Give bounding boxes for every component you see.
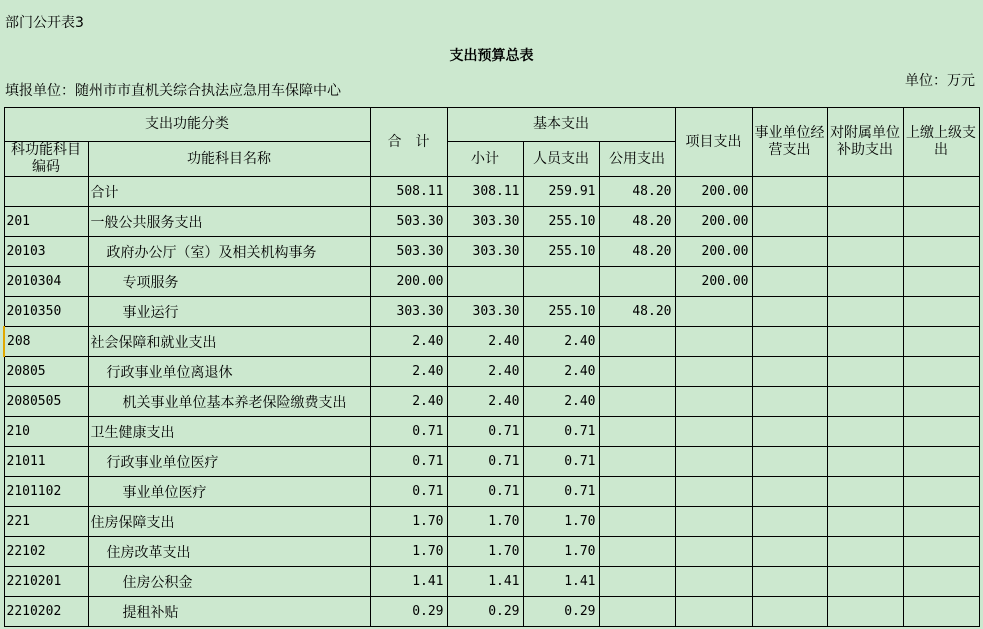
header-code[interactable]: 科功能科目编码 (4, 142, 88, 177)
cell-total[interactable]: 0.71 (370, 477, 447, 507)
cell-public[interactable] (599, 507, 675, 537)
cell-name[interactable]: 专项服务 (88, 267, 370, 297)
cell-name[interactable]: 住房保障支出 (88, 507, 370, 537)
cell-personnel[interactable]: 255.10 (523, 297, 599, 327)
cell-subtotal[interactable]: 1.41 (447, 567, 523, 597)
cell-subtotal[interactable]: 0.71 (447, 477, 523, 507)
cell-name[interactable]: 提租补贴 (88, 597, 370, 627)
cell-name[interactable]: 卫生健康支出 (88, 417, 370, 447)
table-row (4, 507, 979, 537)
cell-subsidy[interactable] (827, 387, 903, 417)
header-subsidy[interactable]: 对附属单位补助支出 (827, 108, 903, 177)
cell-superior[interactable] (903, 507, 979, 537)
table-row (4, 537, 979, 567)
header-superior[interactable]: 上缴上级支出 (903, 108, 979, 177)
cell-code[interactable]: 2010350 (4, 297, 88, 327)
cell-superior[interactable] (903, 477, 979, 507)
cell-business[interactable] (752, 357, 827, 387)
table-row (4, 597, 979, 627)
cell-business[interactable] (752, 387, 827, 417)
cell-total[interactable]: 1.41 (370, 567, 447, 597)
header-public[interactable]: 公用支出 (599, 142, 675, 177)
cell-superior[interactable] (903, 327, 979, 357)
cell-superior[interactable] (903, 447, 979, 477)
cell-personnel[interactable]: 0.71 (523, 417, 599, 447)
cell-subtotal[interactable] (447, 267, 523, 297)
cell-personnel[interactable]: 1.41 (523, 567, 599, 597)
cell-name[interactable]: 事业运行 (88, 297, 370, 327)
cell-subsidy[interactable] (827, 327, 903, 357)
sheet-label: 部门公开表3 (5, 15, 84, 31)
cell-personnel[interactable]: 2.40 (523, 357, 599, 387)
cell-subtotal[interactable]: 303.30 (447, 297, 523, 327)
cell-total[interactable]: 1.70 (370, 507, 447, 537)
cell-superior[interactable] (903, 357, 979, 387)
cell-subsidy[interactable] (827, 477, 903, 507)
cell-superior[interactable] (903, 297, 979, 327)
cell-subsidy[interactable] (827, 537, 903, 567)
cell-code[interactable]: 21011 (4, 447, 88, 477)
table-row (4, 177, 979, 207)
cell-public[interactable] (599, 327, 675, 357)
cell-subtotal[interactable]: 0.29 (447, 597, 523, 627)
cell-superior[interactable] (903, 417, 979, 447)
cell-business[interactable] (752, 177, 827, 207)
cell-project[interactable] (675, 537, 752, 567)
cell-business[interactable] (752, 567, 827, 597)
cell-code[interactable]: 221 (4, 507, 88, 537)
cell-project[interactable] (675, 567, 752, 597)
cell-subsidy[interactable] (827, 267, 903, 297)
cell-project[interactable] (675, 447, 752, 477)
cell-personnel[interactable]: 259.91 (523, 177, 599, 207)
cell-superior[interactable] (903, 177, 979, 207)
filling-unit: 填报单位：随州市市直机关综合执法应急用车保障中心 (5, 83, 341, 99)
budget-table (3, 107, 980, 627)
cell-business[interactable] (752, 507, 827, 537)
cell-superior[interactable] (903, 387, 979, 417)
cell-code[interactable]: 20103 (4, 237, 88, 267)
cell-total[interactable]: 303.30 (370, 297, 447, 327)
cell-code[interactable]: 22102 (4, 537, 88, 567)
cell-superior[interactable] (903, 597, 979, 627)
cell-subsidy[interactable] (827, 357, 903, 387)
header-name[interactable]: 功能科目名称 (88, 142, 370, 177)
cell-name[interactable]: 一般公共服务支出 (88, 207, 370, 237)
cell-public[interactable] (599, 597, 675, 627)
cell-code[interactable]: 201 (4, 207, 88, 237)
cell-name[interactable]: 合计 (88, 177, 370, 207)
cell-project[interactable] (675, 597, 752, 627)
cell-personnel[interactable]: 0.71 (523, 477, 599, 507)
cell-public[interactable] (599, 537, 675, 567)
cell-project[interactable] (675, 357, 752, 387)
header-business[interactable]: 事业单位经营支出 (752, 108, 827, 177)
cell-name[interactable]: 住房改革支出 (88, 537, 370, 567)
cell-subtotal[interactable]: 303.30 (447, 237, 523, 267)
cell-project[interactable]: 200.00 (675, 177, 752, 207)
cell-subtotal[interactable]: 0.71 (447, 417, 523, 447)
cell-public[interactable] (599, 417, 675, 447)
cell-public[interactable]: 48.20 (599, 297, 675, 327)
table-row (4, 267, 979, 297)
cell-subsidy[interactable] (827, 507, 903, 537)
header-subtotal[interactable]: 小计 (447, 142, 523, 177)
cell-project[interactable] (675, 297, 752, 327)
table-row (4, 447, 979, 477)
cell-subsidy[interactable] (827, 207, 903, 237)
cell-subtotal[interactable]: 2.40 (447, 387, 523, 417)
table-row (4, 417, 979, 447)
header-project[interactable]: 项目支出 (675, 108, 752, 177)
cell-project[interactable]: 200.00 (675, 237, 752, 267)
cell-code[interactable]: 20805 (4, 357, 88, 387)
cell-personnel[interactable]: 2.40 (523, 327, 599, 357)
cell-subtotal[interactable]: 308.11 (447, 177, 523, 207)
cell-code[interactable]: 2010304 (4, 267, 88, 297)
cell-personnel[interactable] (523, 267, 599, 297)
cell-total[interactable]: 508.11 (370, 177, 447, 207)
cell-subtotal[interactable]: 2.40 (447, 327, 523, 357)
cell-name[interactable]: 事业单位医疗 (88, 477, 370, 507)
cell-total[interactable]: 2.40 (370, 327, 447, 357)
cell-total[interactable]: 503.30 (370, 237, 447, 267)
cell-business[interactable] (752, 537, 827, 567)
cell-subtotal[interactable]: 0.71 (447, 447, 523, 477)
report-title: 支出预算总表 (449, 48, 534, 64)
cell-superior[interactable] (903, 207, 979, 237)
cell-project[interactable] (675, 477, 752, 507)
table-row (4, 567, 979, 597)
cell-code[interactable]: 2080505 (4, 387, 88, 417)
table-row (4, 207, 979, 237)
cell-public[interactable] (599, 477, 675, 507)
cell-public[interactable]: 48.20 (599, 207, 675, 237)
cell-code[interactable]: 2101102 (4, 477, 88, 507)
cell-name[interactable]: 社会保障和就业支出 (88, 327, 370, 357)
cell-name[interactable]: 行政事业单位离退休 (88, 357, 370, 387)
cell-total[interactable]: 2.40 (370, 357, 447, 387)
cell-personnel[interactable]: 255.10 (523, 237, 599, 267)
cell-name[interactable]: 住房公积金 (88, 567, 370, 597)
cell-public[interactable] (599, 387, 675, 417)
cell-code[interactable]: 2210202 (4, 597, 88, 627)
header-basic[interactable]: 基本支出 (447, 108, 675, 142)
cell-superior[interactable] (903, 567, 979, 597)
cell-project[interactable]: 200.00 (675, 207, 752, 237)
cell-business[interactable] (752, 267, 827, 297)
cell-business[interactable] (752, 237, 827, 267)
table-row (4, 387, 979, 417)
cell-business[interactable] (752, 597, 827, 627)
cell-name[interactable]: 机关事业单位基本养老保险缴费支出 (88, 387, 370, 417)
cell-project[interactable] (675, 417, 752, 447)
cell-business[interactable] (752, 297, 827, 327)
cell-subsidy[interactable] (827, 297, 903, 327)
table-row (4, 477, 979, 507)
cell-public[interactable]: 48.20 (599, 177, 675, 207)
cell-subsidy[interactable] (827, 237, 903, 267)
cell-subtotal[interactable]: 1.70 (447, 537, 523, 567)
cell-public[interactable] (599, 357, 675, 387)
header-personnel[interactable]: 人员支出 (523, 142, 599, 177)
cell-superior[interactable] (903, 267, 979, 297)
cell-public[interactable] (599, 567, 675, 597)
cell-superior[interactable] (903, 537, 979, 567)
cell-code[interactable]: 2210201 (4, 567, 88, 597)
cell-subsidy[interactable] (827, 567, 903, 597)
cell-business[interactable] (752, 417, 827, 447)
table-row (4, 237, 979, 267)
cell-personnel[interactable]: 1.70 (523, 507, 599, 537)
cell-total[interactable]: 503.30 (370, 207, 447, 237)
cell-business[interactable] (752, 327, 827, 357)
cell-public[interactable]: 48.20 (599, 237, 675, 267)
cell-total[interactable]: 0.71 (370, 417, 447, 447)
cell-project[interactable] (675, 507, 752, 537)
cell-business[interactable] (752, 447, 827, 477)
cell-subtotal[interactable]: 1.70 (447, 507, 523, 537)
budget-table-body (4, 177, 979, 627)
cell-total[interactable]: 0.29 (370, 597, 447, 627)
cell-project[interactable]: 200.00 (675, 267, 752, 297)
cell-project[interactable] (675, 387, 752, 417)
cell-personnel[interactable]: 0.29 (523, 597, 599, 627)
cell-business[interactable] (752, 477, 827, 507)
cell-code[interactable] (4, 177, 88, 207)
cell-total[interactable]: 2.40 (370, 387, 447, 417)
cell-public[interactable] (599, 267, 675, 297)
table-row (4, 327, 979, 357)
table-row (4, 357, 979, 387)
cell-total[interactable]: 0.71 (370, 447, 447, 477)
cell-total[interactable]: 1.70 (370, 537, 447, 567)
header-total[interactable]: 合 计 (370, 108, 447, 177)
cell-personnel[interactable]: 1.70 (523, 537, 599, 567)
cell-project[interactable] (675, 327, 752, 357)
cell-subsidy[interactable] (827, 417, 903, 447)
header-func-class[interactable]: 支出功能分类 (4, 108, 370, 142)
cell-code[interactable]: 208 (4, 327, 88, 357)
cell-total[interactable]: 200.00 (370, 267, 447, 297)
unit-label: 单位：万元 (905, 73, 975, 89)
cell-subtotal[interactable]: 2.40 (447, 357, 523, 387)
cell-superior[interactable] (903, 237, 979, 267)
cell-subsidy[interactable] (827, 177, 903, 207)
cell-subtotal[interactable]: 303.30 (447, 207, 523, 237)
table-row (4, 297, 979, 327)
cell-subsidy[interactable] (827, 597, 903, 627)
cell-personnel[interactable]: 0.71 (523, 447, 599, 477)
cell-code[interactable]: 210 (4, 417, 88, 447)
cell-personnel[interactable]: 255.10 (523, 207, 599, 237)
cell-personnel[interactable]: 2.40 (523, 387, 599, 417)
cell-name[interactable]: 政府办公厅（室）及相关机构事务 (88, 237, 370, 267)
cell-subsidy[interactable] (827, 447, 903, 477)
cell-business[interactable] (752, 207, 827, 237)
cell-name[interactable]: 行政事业单位医疗 (88, 447, 370, 477)
cell-public[interactable] (599, 447, 675, 477)
